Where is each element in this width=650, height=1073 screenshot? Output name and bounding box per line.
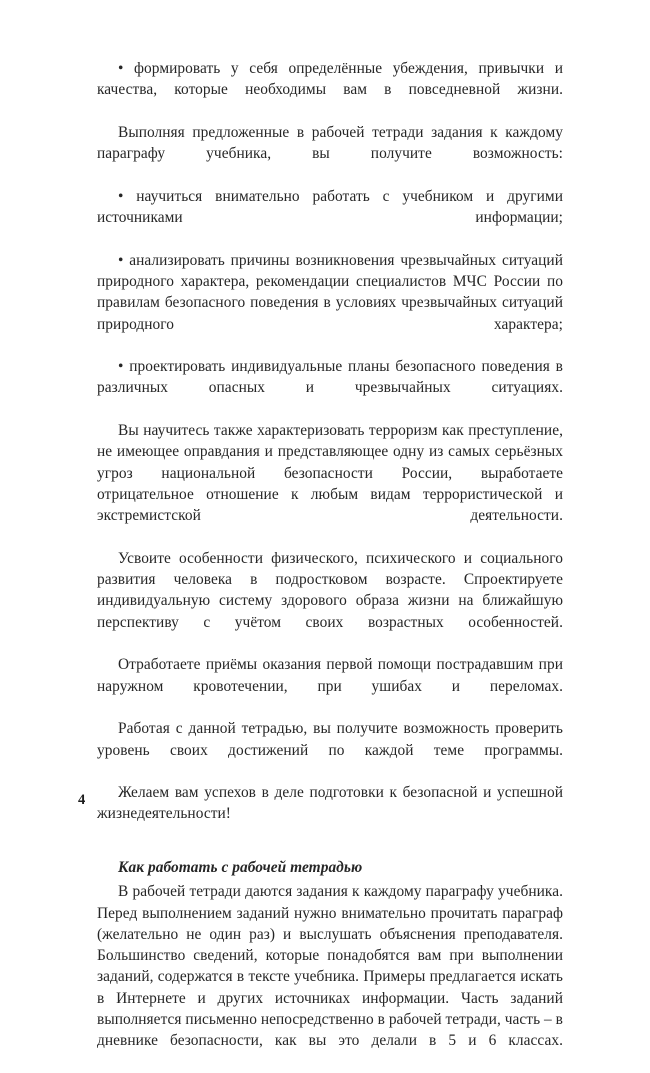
body-paragraph: Усвоите особенности физического, психического и социального развития человека в подростковом возрасте. Спроектируете индивидуальную систему здорового образа жизни на ближайшую перспективу с учётом своих возрастных особенностей. — [97, 549, 563, 631]
body-paragraph: Работая с данной тетрадью, вы получите возможность проверить уровень своих достижений по каждой теме программы. — [97, 720, 563, 759]
text-column — [97, 58, 563, 1073]
body-paragraph: Отработаете приёмы оказания первой помощи пострадавшим при наружном кровотечении, при ушибах и переломах. — [97, 656, 563, 695]
section-heading: Как работать с рабочей тетрадью — [118, 858, 363, 876]
heading-spacer — [97, 846, 563, 857]
bullet-item: • анализировать причины возникновения чрезвычайных ситуаций природного характера, рекомендации специалистов МЧС России по правилам безопасного поведения в условиях чрезвычайных ситуаций природного характера; — [97, 251, 563, 333]
body-paragraph: Вы научитесь также характеризовать терроризм как преступление, не имеющее оправдания и представляющее одну из самых серьёзных угроз национальной безопасности России, выработаете отрицательное отношение к любым видам террористической и экстремистской деятельности. — [97, 422, 563, 525]
body-paragraph: Выполняя предложенные в рабочей тетради задания к каждому параграфу учебника, вы получите возможность: — [97, 123, 563, 163]
bullet-item: • проектировать индивидуальные планы безопасного поведения в различных опасных и чрезвычайных ситуациях. — [97, 358, 563, 397]
body-paragraph: В рабочей тетради даются задания к каждому параграфу учебника. Перед выполнением заданий нужно внимательно прочитать параграф (желательно не один раз) и выслушать объяснения преподавателя. Большинство сведений, которые понадобятся вам при выполнении заданий, содержатся в тексте учебника. Примеры предлагается искать в Интернете и других источниках информации. Часть заданий выполняется письменно непосредственно в рабочей тетради, часть – в дневнике безопасности, как вы это делали в 5 и 6 классах. — [97, 883, 563, 1050]
bullet-item: • формировать у себя определённые убеждения, привычки и качества, которые необходимы вам в повседневной жизни. — [97, 60, 563, 99]
body-paragraph: Желаем вам успехов в деле подготовки к безопасной и успешной жизнедеятельности! — [97, 784, 563, 823]
page-number: 4 — [78, 792, 86, 808]
bullet-item: • научиться внимательно работать с учебником и другими источниками информации; — [97, 187, 563, 227]
